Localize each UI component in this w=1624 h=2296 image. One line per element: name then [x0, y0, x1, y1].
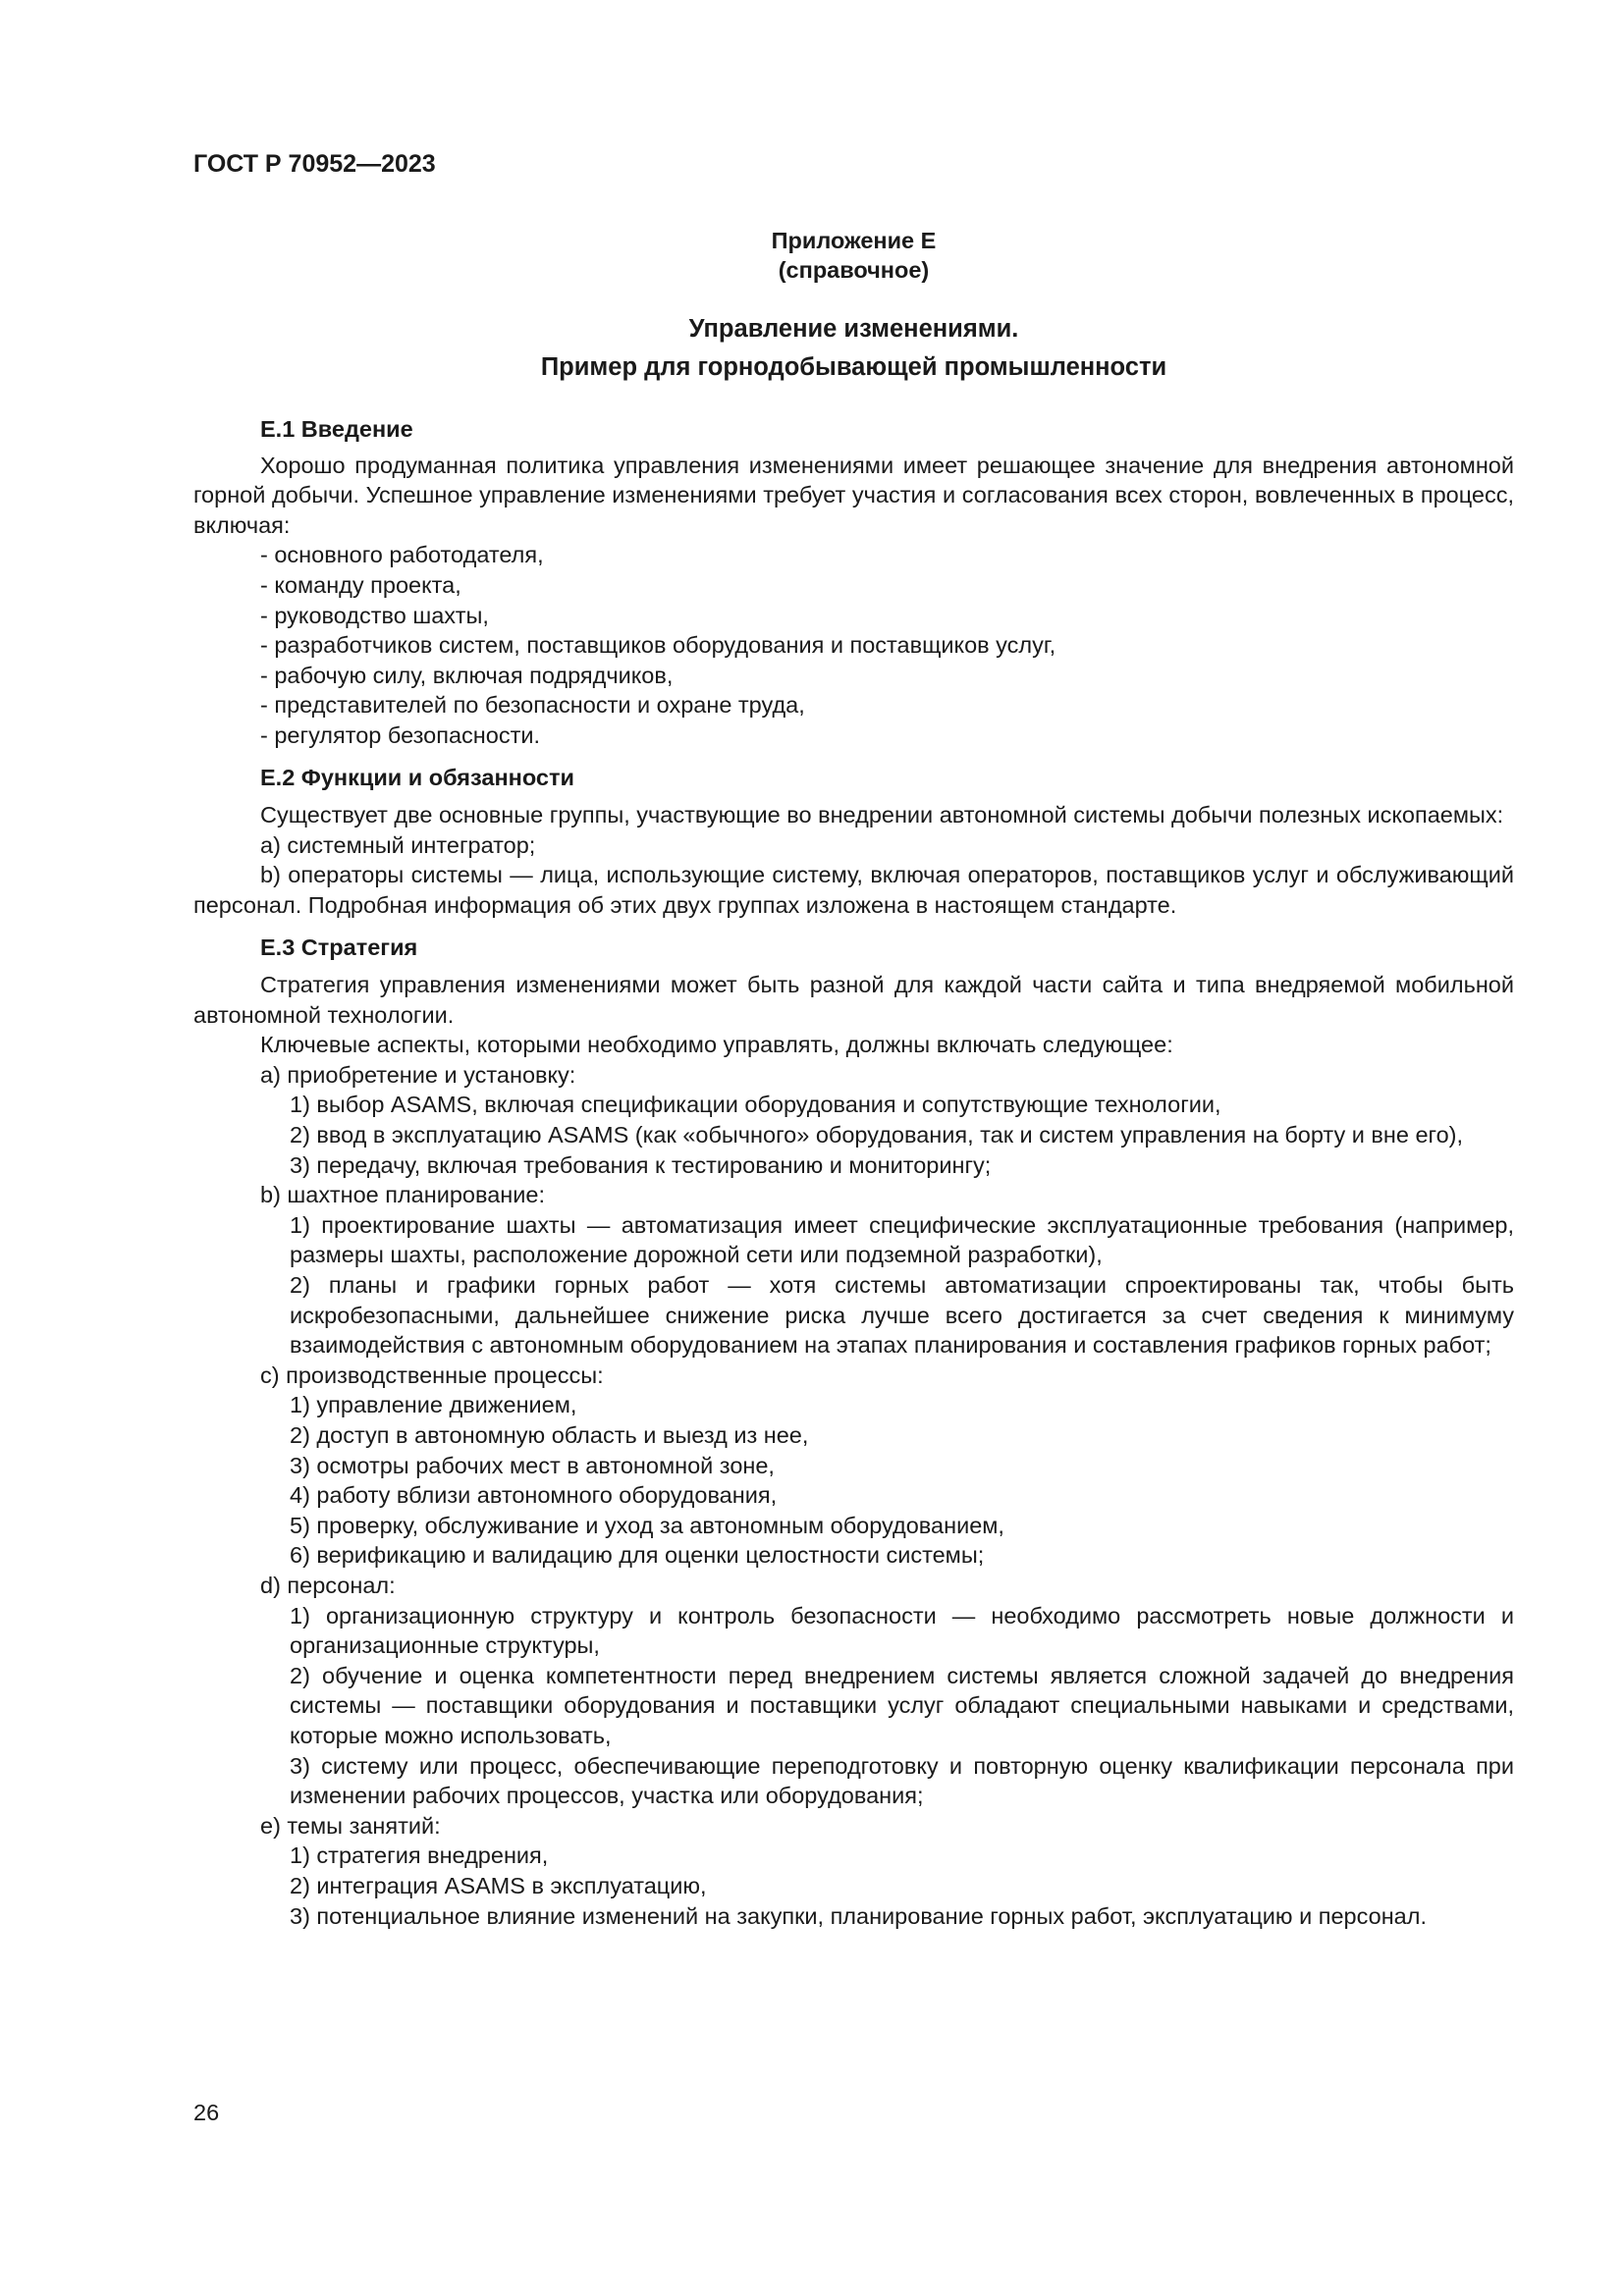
appendix-heading: [193, 226, 1514, 285]
document-code: ГОСТ Р 70952—2023: [193, 150, 436, 178]
sub-list-item: 1) организационную структуру и контроль безопасности — необходимо рассмотреть новые должности и организационные структуры,: [290, 1602, 1514, 1659]
sub-list-item: 6) верификацию и валидацию для оценки целостности системы;: [290, 1542, 985, 1569]
sub-list-item: 5) проверку, обслуживание и уход за автономным оборудованием,: [290, 1512, 1004, 1538]
title-line-1: Управление изменениями.: [688, 315, 1019, 343]
list-item: e) темы занятий:: [260, 1812, 441, 1839]
sub-list-item: 2) ввод в эксплуатацию ASAMS (как «обычного» оборудования, так и систем управления на борту и вне его),: [290, 1122, 1464, 1148]
section-heading: Е.2 Функции и обязанности: [260, 764, 574, 790]
section-heading: Е.1 Введение: [260, 416, 413, 442]
section-e3: [193, 933, 1514, 1932]
list-item: - представителей по безопасности и охране труда,: [260, 692, 805, 719]
list-item: d) персонал:: [260, 1572, 396, 1598]
list-item: b) операторы системы — лица, использующие систему, включая операторов, поставщиков услуг и обслуживающий персонал. Подробная информация об этих двух группах изложена в настоящем стандарте.: [193, 862, 1514, 918]
title-line-2: Пример для горнодобывающей промышленности: [540, 353, 1167, 381]
list-item: b) шахтное планирование:: [260, 1182, 545, 1208]
paragraph: Стратегия управления изменениями может быть разной для каждой части сайта и типа внедряемой мобильной автономной технологии.: [193, 972, 1514, 1028]
sub-list-item: 1) управление движением,: [290, 1392, 577, 1418]
sub-list-item: 2) интеграция ASAMS в эксплуатацию,: [290, 1872, 707, 1898]
sub-list-item: 3) потенциальное влияние изменений на закупки, планирование горных работ, эксплуатацию и персонал.: [290, 1902, 1427, 1929]
list-item: - регулятор безопасности.: [260, 721, 540, 748]
paragraph: Ключевые аспекты, которыми необходимо управлять, должны включать следующее:: [260, 1032, 1173, 1058]
page-number: 26: [193, 2100, 220, 2125]
list-item: a) системный интегратор;: [260, 831, 536, 858]
page-content: [193, 226, 1514, 1931]
sub-list-item: 4) работу вблизи автономного оборудования,: [290, 1482, 778, 1509]
list-item: - команду проекта,: [260, 571, 461, 598]
sub-list-item: 1) выбор ASAMS, включая спецификации оборудования и сопутствующие технологии,: [290, 1092, 1221, 1118]
sub-list-item: 1) стратегия внедрения,: [290, 1842, 549, 1869]
list-item: - разработчиков систем, поставщиков оборудования и поставщиков услуг,: [260, 632, 1056, 659]
list-item: c) производственные процессы:: [260, 1362, 604, 1388]
appendix-type: (справочное): [778, 257, 930, 283]
list-item: - руководство шахты,: [260, 602, 489, 628]
sub-list-item: 3) осмотры рабочих мест в автономной зоне,: [290, 1452, 775, 1478]
sub-list-item: 3) систему или процесс, обеспечивающие переподготовку и повторную оценку квалификации персонала при изменении рабочих процессов, участка или оборудования;: [290, 1752, 1514, 1809]
list-item: a) приобретение и установку:: [260, 1061, 576, 1088]
paragraph: Хорошо продуманная политика управления изменениями имеет решающее значение для внедрения автономной горной добычи. Успешное управление изменениями требует участия и согласования всех сторон, вовлеченных в процесс, включая:: [193, 452, 1514, 538]
list-item: - рабочую силу, включая подрядчиков,: [260, 662, 674, 688]
sub-list-item: 3) передачу, включая требования к тестированию и мониторингу;: [290, 1151, 992, 1178]
paragraph: Существует две основные группы, участвующие во внедрении автономной системы добычи полезных ископаемых:: [260, 802, 1504, 828]
section-e1: [193, 414, 1514, 751]
section-e2: [193, 763, 1514, 921]
sub-list-item: 2) обучение и оценка компетентности перед внедрением системы является сложной задачей до внедрения системы — поставщики оборудования и поставщики услуг обладают специальными навыками и средствами, которые можно использовать,: [290, 1662, 1514, 1748]
list-item: - основного работодателя,: [260, 542, 544, 568]
sub-list-item: 2) доступ в автономную область и выезд из нее,: [290, 1422, 809, 1448]
sub-list-item: 1) проектирование шахты — автоматизация имеет специфические эксплуатационные требования (например, размеры шахты, расположение дорожной сети или подземной разработки),: [290, 1211, 1514, 1268]
sub-list-item: 2) планы и графики горных работ — хотя системы автоматизации спроектированы так, чтобы быть искробезопасными, дальнейшее снижение риска лучше всего достигается за счет сведения к минимуму взаимодействия с автономным оборудованием на этапах планирования и составления графиков горных работ;: [290, 1272, 1514, 1359]
appendix-label: Приложение Е: [771, 228, 937, 253]
appendix-title: [193, 310, 1514, 387]
section-heading: Е.3 Стратегия: [260, 934, 418, 960]
